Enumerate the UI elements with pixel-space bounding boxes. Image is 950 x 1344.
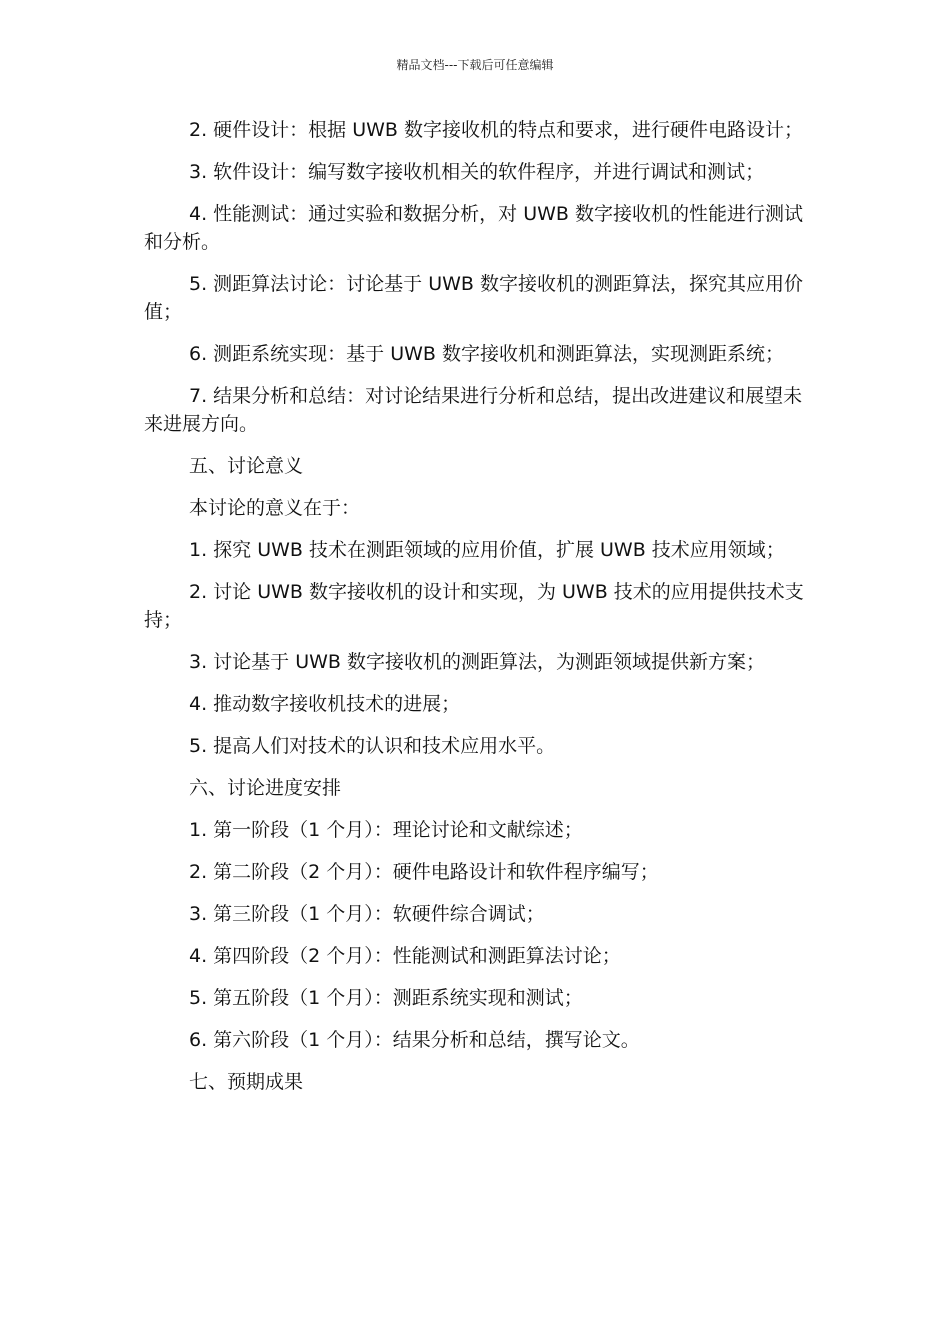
section-heading-significance: 五、讨论意义 bbox=[189, 455, 304, 477]
section-heading-expected-results: 七、预期成果 bbox=[189, 1071, 304, 1093]
list-item-stage-1: 1. 第一阶段（1 个月）：理论讨论和文献综述； bbox=[189, 819, 583, 841]
paragraph-ranging-system: 6. 测距系统实现：基于 UWB 数字接收机和测距算法，实现测距系统； bbox=[189, 343, 784, 365]
document-body bbox=[144, 116, 809, 1110]
paragraph-software-design: 3. 软件设计：编写数字接收机相关的软件程序，并进行调试和测试； bbox=[189, 161, 765, 183]
list-item-significance-4: 4. 推动数字接收机技术的进展； bbox=[189, 693, 461, 715]
list-item-significance-3: 3. 讨论基于 UWB 数字接收机的测距算法，为测距领域提供新方案； bbox=[189, 651, 765, 673]
page-header: 精品文档---下载后可任意编辑 bbox=[396, 58, 554, 72]
paragraph-result-analysis: 7. 结果分析和总结：对讨论结果进行分析和总结，提出改进建议和展望未来进展方向。 bbox=[144, 385, 803, 435]
paragraph-ranging-algorithm: 5. 测距算法讨论：讨论基于 UWB 数字接收机的测距算法，探究其应用价值； bbox=[144, 273, 803, 323]
list-item-significance-1: 1. 探究 UWB 技术在测距领域的应用价值，扩展 UWB 技术应用领域； bbox=[189, 539, 785, 561]
paragraph-hardware-design: 2. 硬件设计：根据 UWB 数字接收机的特点和要求，进行硬件电路设计； bbox=[189, 119, 803, 141]
section-heading-schedule: 六、讨论进度安排 bbox=[189, 777, 342, 799]
list-item-stage-4: 4. 第四阶段（2 个月）：性能测试和测距算法讨论； bbox=[189, 945, 621, 967]
list-item-significance-2: 2. 讨论 UWB 数字接收机的设计和实现，为 UWB 技术的应用提供技术支持； bbox=[144, 581, 804, 631]
list-item-stage-6: 6. 第六阶段（1 个月）：结果分析和总结，撰写论文。 bbox=[189, 1029, 640, 1051]
paragraph-significance-intro: 本讨论的意义在于： bbox=[189, 497, 361, 519]
paragraph-performance-test: 4. 性能测试：通过实验和数据分析，对 UWB 数字接收机的性能进行测试和分析。 bbox=[144, 203, 803, 253]
list-item-significance-5: 5. 提高人们对技术的认识和技术应用水平。 bbox=[189, 735, 556, 757]
list-item-stage-3: 3. 第三阶段（1 个月）：软硬件综合调试； bbox=[189, 903, 545, 925]
list-item-stage-2: 2. 第二阶段（2 个月）：硬件电路设计和软件程序编写； bbox=[189, 861, 659, 883]
list-item-stage-5: 5. 第五阶段（1 个月）：测距系统实现和测试； bbox=[189, 987, 583, 1009]
